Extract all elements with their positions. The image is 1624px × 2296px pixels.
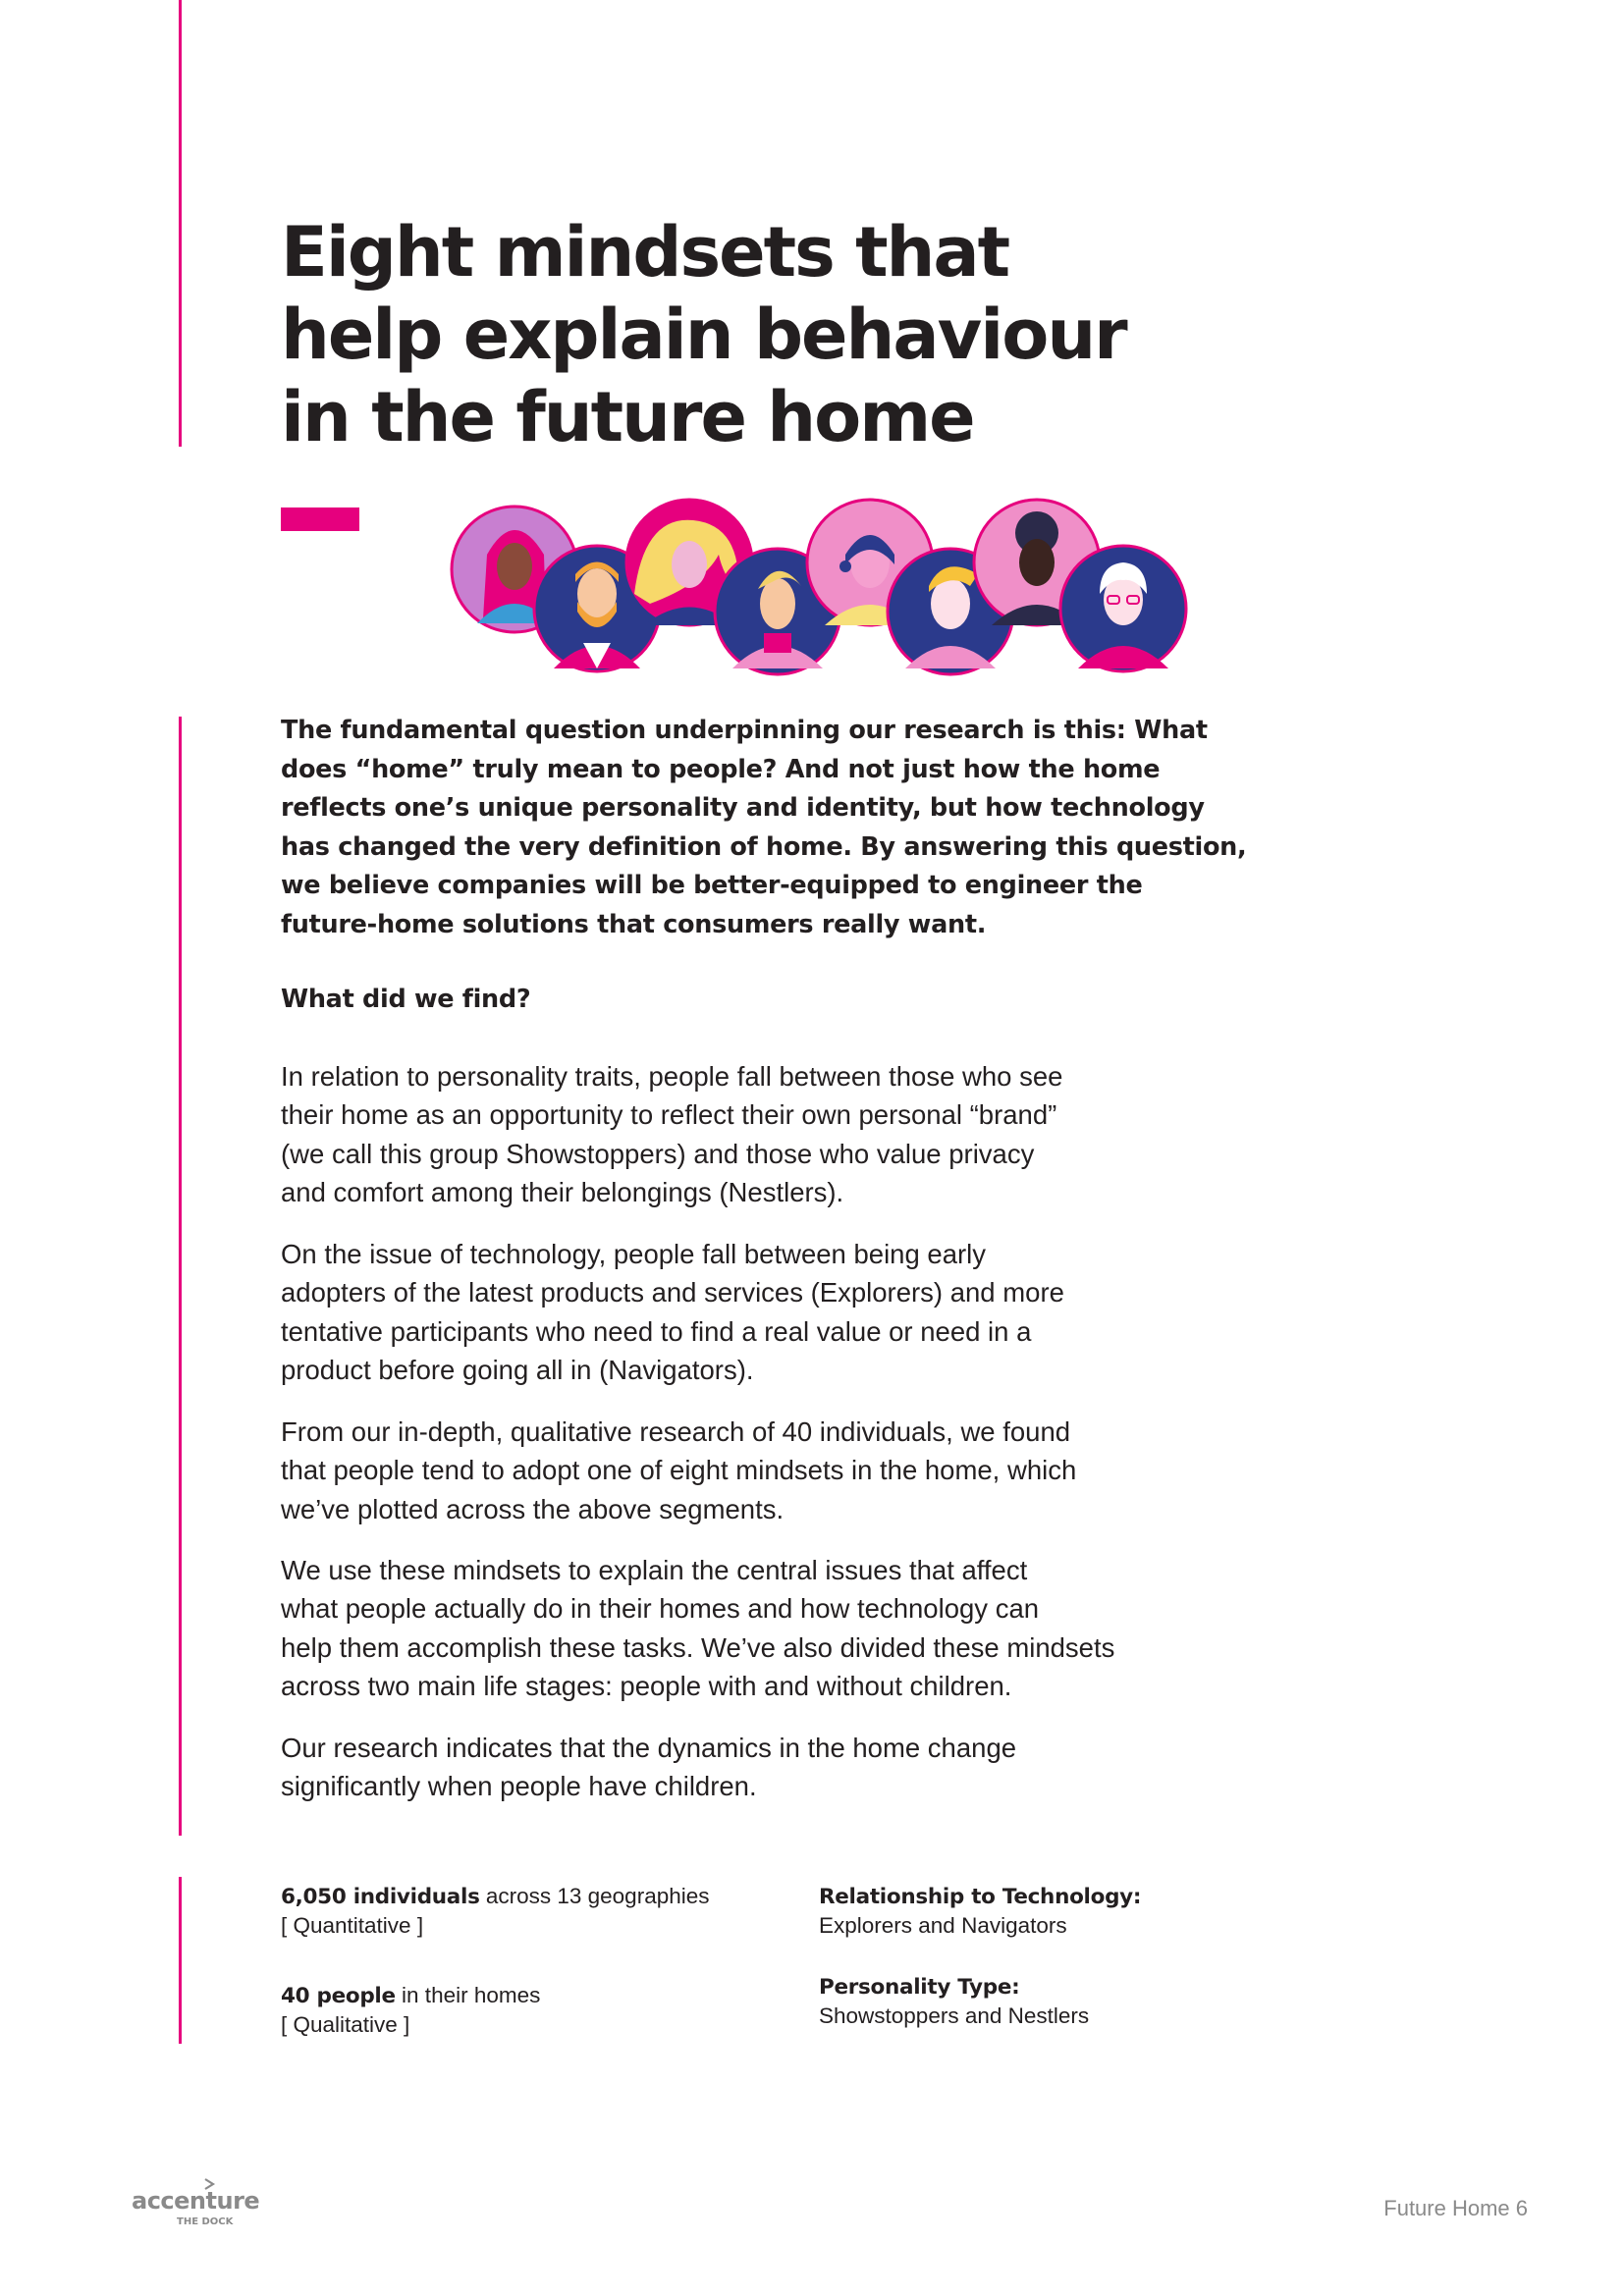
accenture-logo bbox=[132, 2177, 269, 2228]
lead-paragraph bbox=[281, 712, 1247, 944]
title-line: in the future home bbox=[281, 377, 974, 457]
stat-value: 40 people bbox=[281, 1984, 396, 2008]
stat-text: across 13 geographies bbox=[479, 1884, 710, 1908]
para-line: what people actually do in their homes and how technology can bbox=[281, 1593, 1040, 1625]
lead-line: has changed the very definition of home. By answering this question, bbox=[281, 831, 1247, 862]
stat-technology bbox=[819, 1883, 1141, 1940]
title-line: Eight mindsets that bbox=[281, 212, 1009, 293]
section-subheading: What did we find? bbox=[281, 985, 531, 1014]
stat-line bbox=[819, 1973, 1089, 2002]
lead-line: reflects one’s unique personality and identity, but how technology bbox=[281, 793, 1205, 823]
title-line: help explain behaviour bbox=[281, 294, 1126, 375]
para-line: (we call this group Showstoppers) and those who value privacy bbox=[281, 1138, 1035, 1169]
body-paragraph-research bbox=[281, 1413, 1214, 1528]
body-paragraph-personality bbox=[281, 1057, 1214, 1211]
lead-line: future-home solutions that consumers really want. bbox=[281, 909, 987, 939]
avatar-older-woman bbox=[1060, 546, 1186, 671]
stat-text: Showstoppers and Nestlers bbox=[819, 2002, 1090, 2028]
para-line: In relation to personality traits, people fall between those who see bbox=[281, 1061, 1063, 1092]
stat-value: 6,050 individuals bbox=[281, 1885, 480, 1909]
body-paragraph-technology bbox=[281, 1235, 1214, 1389]
stat-label: Personality Type: bbox=[819, 1975, 1020, 2000]
stat-text: Explorers and Navigators bbox=[819, 1912, 1067, 1938]
lead-line: does “home” truly mean to people? And not just how the home bbox=[281, 754, 1161, 784]
para-line: significantly when people have children. bbox=[281, 1771, 757, 1802]
stat-line bbox=[281, 1982, 540, 2011]
body-paragraph-children bbox=[281, 1729, 1214, 1806]
para-line: Our research indicates that the dynamics in the home change bbox=[281, 1733, 1017, 1763]
stat-tag: [ Quantitative ] bbox=[281, 1912, 424, 1938]
para-line: From our in-depth, qualitative research of 40 individuals, we found bbox=[281, 1416, 1071, 1447]
accent-bar bbox=[281, 507, 359, 531]
page-title bbox=[281, 211, 1164, 458]
stat-line bbox=[819, 1883, 1141, 1912]
para-line: across two main life stages: people with and without children. bbox=[281, 1670, 1012, 1701]
para-line: On the issue of technology, people fall between being early bbox=[281, 1239, 987, 1269]
stat-tag: [ Qualitative ] bbox=[281, 2011, 410, 2037]
para-line: their home as an opportunity to reflect their own personal “brand” bbox=[281, 1099, 1057, 1131]
para-line: adopters of the latest products and services (Explorers) and more bbox=[281, 1277, 1064, 1308]
stat-quantitative bbox=[281, 1883, 710, 1940]
stat-label: Relationship to Technology: bbox=[819, 1885, 1142, 1909]
para-line: tentative participants who need to find a real value or need in a bbox=[281, 1315, 1032, 1347]
para-line: product before going all in (Navigators). bbox=[281, 1354, 754, 1385]
mindsets-avatar-illustration bbox=[448, 496, 1204, 678]
stat-text: in their homes bbox=[395, 1983, 541, 2007]
page-footer: Future Home 6 bbox=[1383, 2196, 1528, 2220]
stat-qualitative bbox=[281, 1982, 540, 2039]
para-line: we’ve plotted across the above segments. bbox=[281, 1493, 785, 1524]
para-line: help them accomplish these tasks. We’ve also divided these mindsets bbox=[281, 1631, 1115, 1663]
logo-sub-text: THE DOCK bbox=[177, 2216, 234, 2227]
lead-line: we believe companies will be better-equipped to engineer the bbox=[281, 871, 1143, 900]
accent-rule-body bbox=[179, 717, 182, 1836]
accent-rule-stats bbox=[179, 1877, 182, 2044]
para-line: We use these mindsets to explain the central issues that affect bbox=[281, 1555, 1028, 1585]
logo-brand-text: accenture bbox=[132, 2187, 260, 2215]
accent-rule-title bbox=[179, 0, 182, 447]
stat-personality bbox=[819, 1973, 1089, 2030]
stat-line bbox=[281, 1883, 710, 1912]
body-paragraph-mindsets bbox=[281, 1551, 1214, 1705]
para-line: and comfort among their belongings (Nestlers). bbox=[281, 1176, 844, 1207]
lead-line: The fundamental question underpinning our research is this: What bbox=[281, 716, 1208, 745]
para-line: that people tend to adopt one of eight mindsets in the home, which bbox=[281, 1455, 1077, 1486]
